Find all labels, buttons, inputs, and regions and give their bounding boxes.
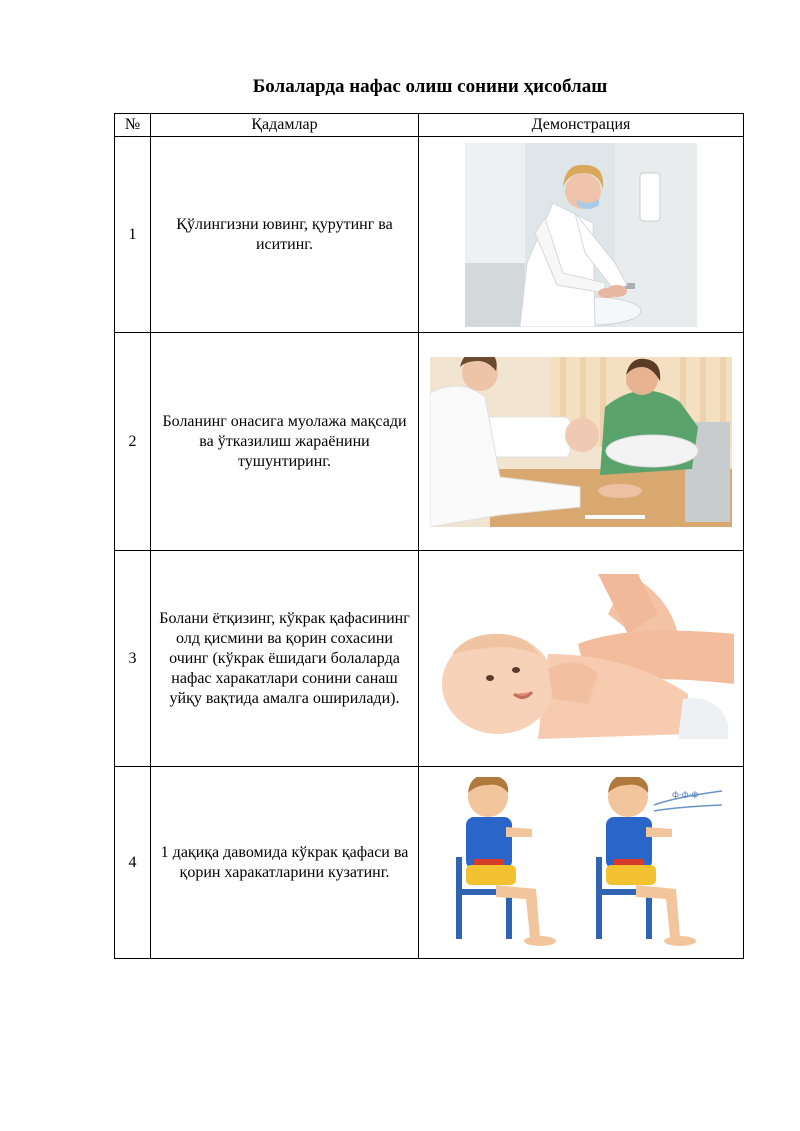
row-number: 1	[115, 137, 151, 333]
step-text-content: Боланинг онасига муолажа мақсади ва ўтказилиш жараёнини тушунтиринг.	[162, 412, 407, 470]
step-text	[151, 551, 419, 767]
steps-table	[114, 113, 744, 959]
step-text	[151, 333, 419, 551]
demo-cell	[419, 137, 744, 333]
demo-cell	[419, 767, 744, 959]
table-header-row	[115, 114, 744, 137]
step-text	[151, 137, 419, 333]
table-row	[115, 551, 744, 767]
demo-cell	[419, 333, 744, 551]
boy-sitting-breathing-illustration	[436, 777, 726, 949]
nurse-washing-hands-photo	[465, 143, 697, 327]
row-number: 4	[115, 767, 151, 959]
table-row	[115, 767, 744, 959]
header-number: №	[115, 114, 151, 137]
svg-text:ф-ф-ф: ф-ф-ф	[672, 789, 699, 799]
table-row	[115, 333, 744, 551]
step-text-content: 1 дақиқа давомида кўкрак қафаси ва қорин харакатларини кузатинг.	[160, 843, 409, 881]
row-number: 3	[115, 551, 151, 767]
header-demo: Демонстрация	[419, 114, 744, 137]
step-text-content: Болани ётқизинг, кўкрак қафасининг олд қисмини ва қорин сохасини очинг (кўкрак ёшидаги болаларда нафас харакатлари сонини санаш уйқу вақтида амалга оширилади).	[159, 609, 410, 707]
baby-lying-chest-exposed-photo	[428, 574, 734, 744]
header-steps: Қадамлар	[151, 114, 419, 137]
step-text-content: Қўлингизни ювинг, қурутинг ва иситинг.	[176, 215, 393, 253]
row-number: 2	[115, 333, 151, 551]
page-title: Болаларда нафас олиш сонини ҳисоблаш	[252, 76, 608, 97]
table-row	[115, 137, 744, 333]
step-text	[151, 767, 419, 959]
demo-cell	[419, 551, 744, 767]
doctor-talking-to-mother-with-baby-photo	[430, 357, 732, 527]
